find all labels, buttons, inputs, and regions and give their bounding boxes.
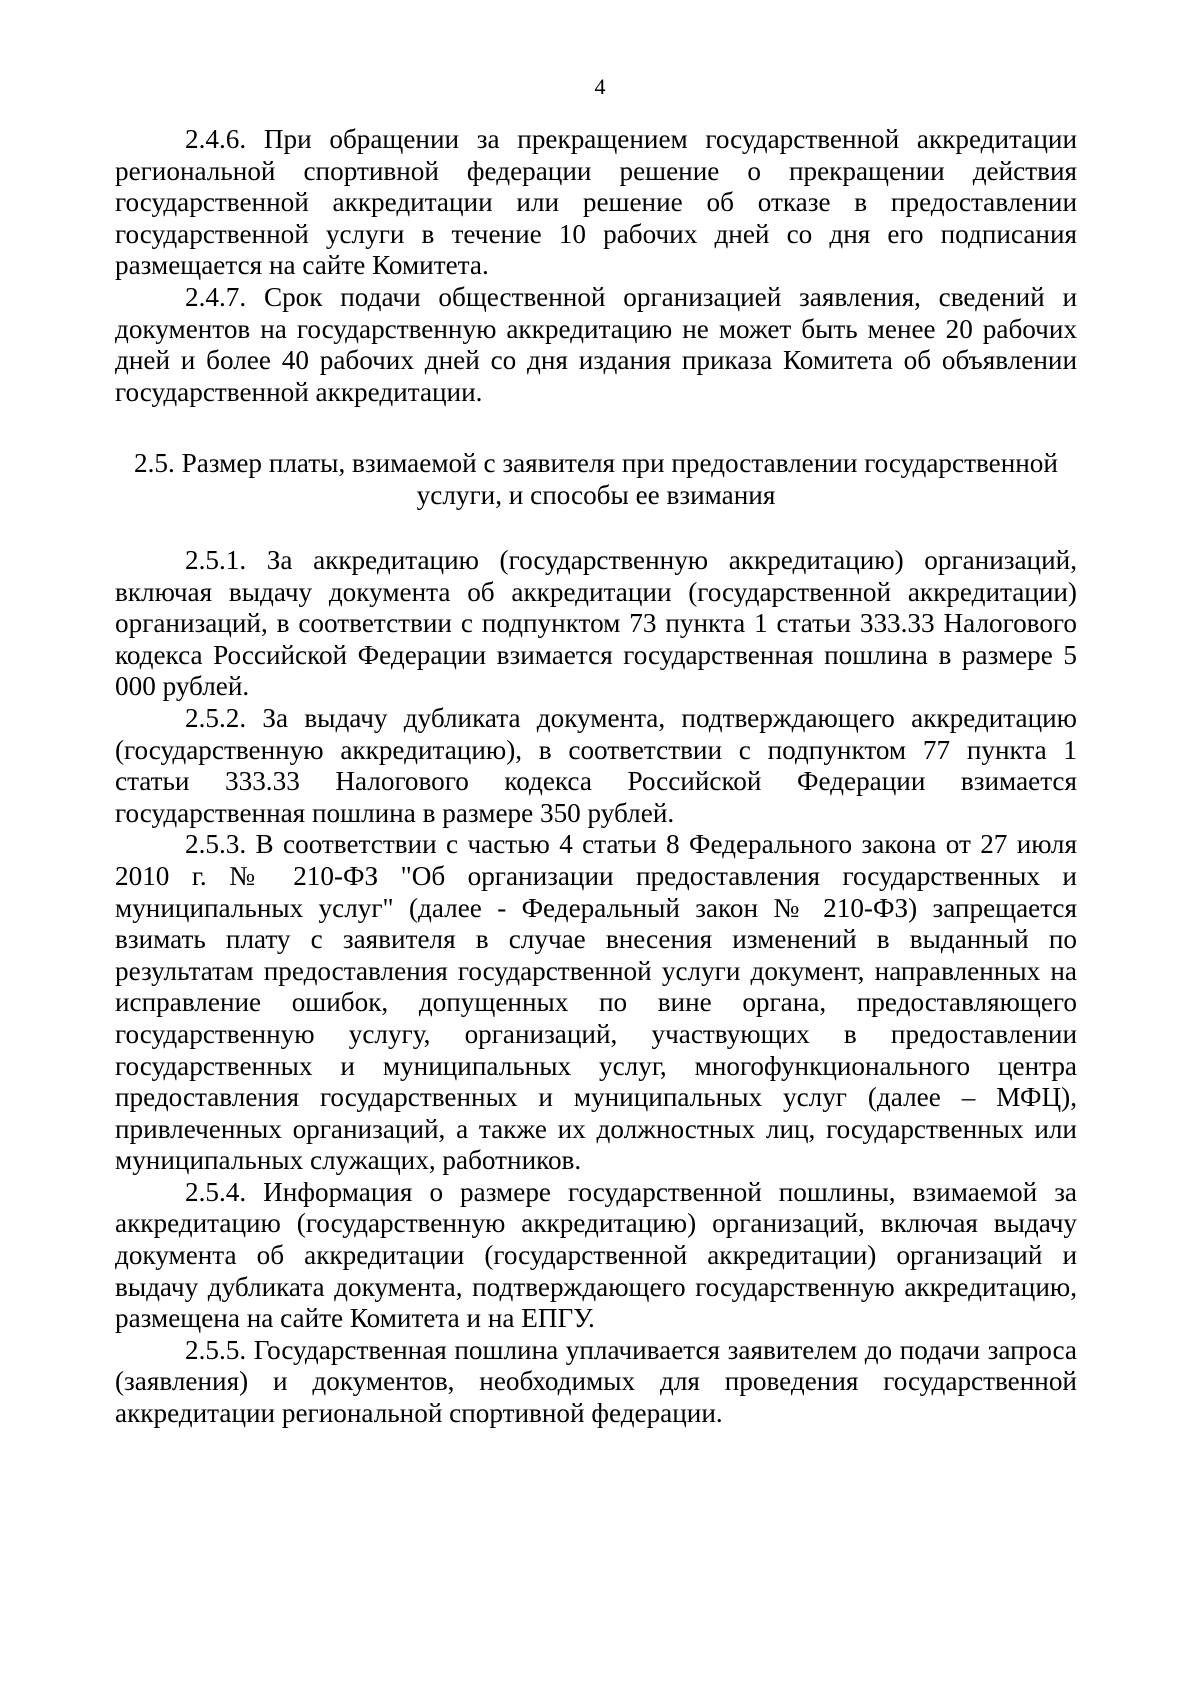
page-number: 4 <box>594 74 606 99</box>
section-heading-line-1: 2.5. Размер платы, взимаемой с заявителя при предоставлении государственной <box>134 448 1058 478</box>
section-heading-2-5 <box>115 448 1077 511</box>
paragraph-2-5-1: 2.5.1. За аккредитацию (государственную аккредитацию) организаций, включая выдачу документа об аккредитации (государственной аккредитации) организаций, в соответствии с подпунктом 73 пункта 1 статьи 333.33 Налогового кодекса Российской Федерации взимается государственная пошлина в размере 5 000 рублей. <box>115 545 1077 702</box>
section-heading-line-2: услуги, и способы ее взимания <box>416 479 776 510</box>
paragraph-2-4-7: 2.4.7. Срок подачи общественной организацией заявления, сведений и документов на государственную аккредитацию не может быть менее 20 рабочих дней и более 40 рабочих дней со дня издания приказа Комитета об объявлении государственной аккредитации. <box>115 281 1077 407</box>
paragraph-2-5-3: 2.5.3. В соответствии с частью 4 статьи 8 Федерального закона от 27 июля 2010 г. № 210-ФЗ "Об организации предоставления государственных и муниципальных услуг" (далее - Федеральный закон № 210-ФЗ) запрещается взимать плату с заявителя в случае внесения изменений в выданный по результатам предоставления государственной услуги документ, направленных на исправление ошибок, допущенных по вине органа, предоставляющего государственную услугу, организаций, участвующих в предоставлении государственных и муниципальных услуг, многофункционального центра предоставления государственных и муниципальных услуг (далее – МФЦ), привлеченных организаций, а также их должностных лиц, государственных или муниципальных служащих, работников. <box>115 829 1077 1176</box>
section-2-5-body <box>115 545 1077 1430</box>
paragraph-2-5-5: 2.5.5. Государственная пошлина уплачивается заявителем до подачи запроса (заявления) и документов, необходимых для проведения государственной аккредитации региональной спортивной федерации. <box>115 1334 1077 1429</box>
paragraph-2-5-2: 2.5.2. За выдачу дубликата документа, подтверждающего аккредитацию (государственную аккредитацию), в соответствии с подпунктом 77 пункта 1 статьи 333.33 Налогового кодекса Российской Федерации взимается государственная пошлина в размере 350 рублей. <box>115 702 1077 828</box>
paragraph-2-4-6: 2.4.6. При обращении за прекращением государственной аккредитации региональной спортивной федерации решение о прекращении действия государственной аккредитации или решение об отказе в предоставлении государственной услуги в течение 10 рабочих дней со дня его подписания размещается на сайте Комитета. <box>115 124 1077 281</box>
section-2-4-tail <box>115 124 1077 408</box>
paragraph-2-5-4: 2.5.4. Информация о размере государственной пошлины, взимаемой за аккредитацию (государственную аккредитацию) организаций, включая выдачу документа об аккредитации (государственной аккредитации) организаций и выдачу дубликата документа, подтверждающего государственную аккредитацию, размещена на сайте Комитета и на ЕПГУ. <box>115 1176 1077 1334</box>
